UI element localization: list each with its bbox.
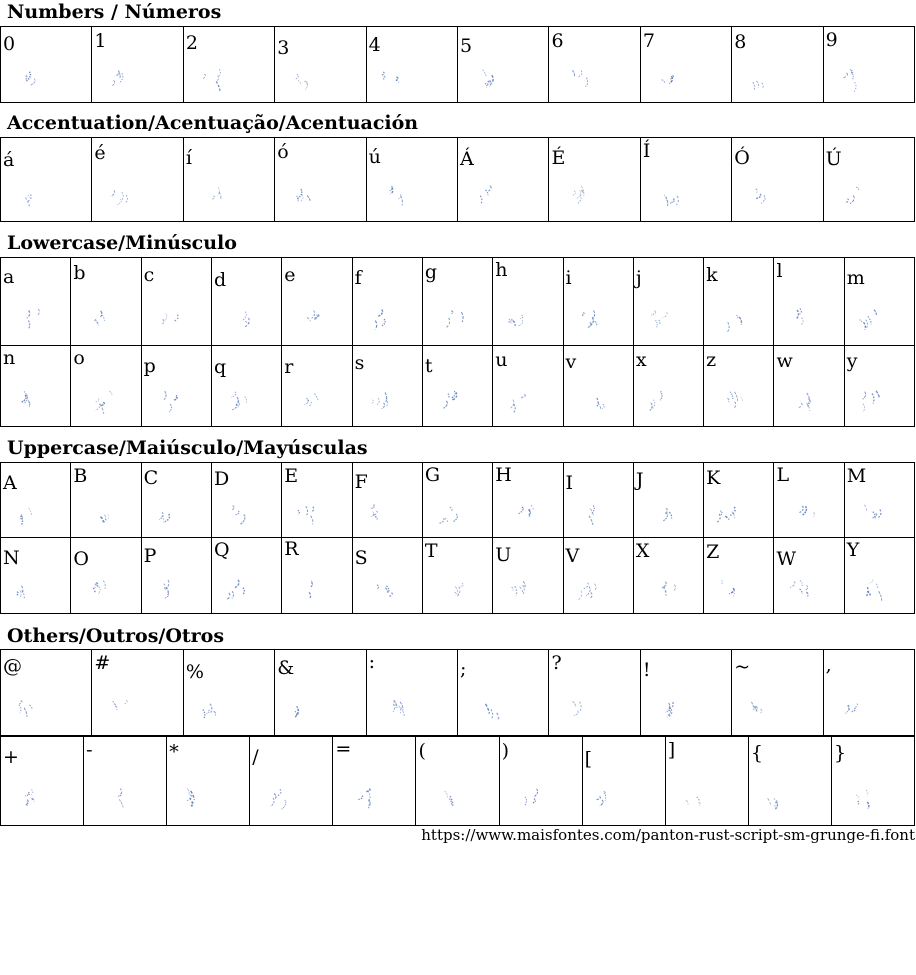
- glyph-label: C: [143, 467, 159, 489]
- glyph-label: &: [277, 657, 295, 679]
- glyph-cell: [774, 258, 844, 345]
- glyph-label: 5: [460, 35, 473, 57]
- glyph-label: ~: [734, 656, 751, 678]
- glyph-sample-image: [71, 537, 140, 613]
- glyph-cell: [423, 258, 493, 345]
- glyph-sample-image: [333, 737, 415, 825]
- glyph-label: á: [3, 149, 15, 171]
- glyph-sample-image: [732, 27, 822, 102]
- glyph-sample-image: [845, 463, 914, 537]
- glyph-cell: [824, 27, 915, 102]
- glyph-label: :: [368, 651, 376, 673]
- glyph-label: 4: [368, 34, 381, 56]
- glyph-label: W: [776, 548, 796, 570]
- glyph-label: q: [213, 356, 227, 378]
- glyph-sample-image: [212, 537, 281, 613]
- glyph-label: O: [73, 548, 89, 570]
- glyph-sample-image: [774, 258, 843, 345]
- glyph-sample-image: [774, 345, 843, 426]
- glyph-label: é: [94, 142, 106, 164]
- glyph-label: X: [635, 540, 650, 562]
- glyph-cell: [564, 537, 634, 613]
- glyph-label: ó: [277, 141, 289, 163]
- glyph-cell: [1, 258, 71, 345]
- glyph-label: x: [635, 349, 647, 371]
- glyph-row-lowercase-1: [0, 257, 915, 346]
- glyph-sample-image: [353, 258, 422, 345]
- glyph-sample-image: [1, 463, 70, 537]
- glyph-sample-image: [212, 463, 281, 537]
- glyph-label: o: [73, 347, 85, 369]
- glyph-sample-image: [824, 27, 914, 102]
- glyph-sample-image: [282, 345, 351, 426]
- glyph-label: F: [354, 471, 368, 493]
- glyph-cell: [71, 537, 141, 613]
- glyph-sample-image: [184, 27, 274, 102]
- glyph-sample-image: [367, 27, 457, 102]
- glyph-cell: [92, 650, 183, 735]
- glyph-cell: [458, 138, 549, 221]
- glyph-sample-image: [549, 27, 639, 102]
- glyph-cell: [353, 463, 423, 537]
- section-title-others: Others/Outros/Otros: [7, 625, 225, 647]
- glyph-cell: [142, 463, 212, 537]
- glyph-label: E: [284, 465, 299, 487]
- glyph-label: 8: [734, 31, 747, 53]
- glyph-cell: [493, 258, 563, 345]
- glyph-sample-image: [493, 537, 562, 613]
- glyph-cell: [458, 650, 549, 735]
- glyph-sample-image: [1, 138, 91, 221]
- glyph-sample-image: [564, 258, 633, 345]
- glyph-sample-image: [416, 737, 498, 825]
- glyph-sample-image: [634, 537, 703, 613]
- glyph-cell: [423, 463, 493, 537]
- glyph-label: ú: [368, 146, 381, 168]
- glyph-label: {: [750, 742, 763, 764]
- glyph-cell: [1, 650, 92, 735]
- glyph-sample-image: [549, 138, 639, 221]
- glyph-label: 3: [277, 37, 290, 59]
- glyph-sample-image: [749, 737, 831, 825]
- glyph-label: w: [776, 350, 793, 372]
- glyph-sample-image: [666, 737, 748, 825]
- glyph-cell: [142, 345, 212, 426]
- glyph-label: b: [73, 262, 86, 284]
- glyph-label: r: [284, 356, 294, 378]
- glyph-cell: [423, 345, 493, 426]
- glyph-cell: [732, 27, 823, 102]
- glyph-row-lowercase-2: [0, 345, 915, 427]
- glyph-label: Í: [642, 140, 651, 162]
- glyph-label: k: [706, 264, 718, 286]
- glyph-cell: [564, 345, 634, 426]
- glyph-sample-image: [212, 258, 281, 345]
- glyph-cell: [333, 737, 416, 825]
- glyph-label: R: [284, 538, 299, 560]
- glyph-label: =: [335, 738, 352, 760]
- glyph-cell: [845, 258, 915, 345]
- glyph-sample-image: [275, 27, 365, 102]
- glyph-sample-image: [71, 258, 140, 345]
- glyph-sample-image: [282, 463, 351, 537]
- glyph-cell: [282, 345, 352, 426]
- glyph-sample-image: [458, 650, 548, 735]
- glyph-label: ?: [551, 652, 562, 674]
- glyph-cell: [212, 345, 282, 426]
- glyph-label: c: [143, 264, 155, 286]
- glyph-label: U: [495, 544, 512, 566]
- glyph-cell: [493, 537, 563, 613]
- glyph-cell: [641, 650, 732, 735]
- glyph-cell: [416, 737, 499, 825]
- glyph-label: f: [354, 267, 362, 289]
- glyph-cell: [732, 138, 823, 221]
- glyph-sample-image: [275, 138, 365, 221]
- section-title-lowercase: Lowercase/Minúsculo: [7, 232, 237, 254]
- glyph-sample-image: [634, 463, 703, 537]
- source-url: https://www.maisfontes.com/panton-rust-script-sm-grunge-fi.font: [421, 826, 915, 844]
- glyph-label: s: [354, 352, 365, 374]
- glyph-label: 0: [3, 33, 16, 55]
- glyph-label: 7: [642, 30, 655, 52]
- glyph-label: +: [3, 746, 19, 768]
- glyph-sample-image: [423, 258, 492, 345]
- glyph-label: !: [642, 659, 651, 681]
- glyph-sample-image: [353, 537, 422, 613]
- glyph-label: a: [3, 266, 15, 288]
- glyph-label: J: [635, 469, 644, 491]
- glyph-sample-image: [282, 258, 351, 345]
- glyph-cell: [1, 463, 71, 537]
- glyph-sample-image: [564, 345, 633, 426]
- glyph-cell: [845, 345, 915, 426]
- glyph-label: S: [354, 547, 368, 569]
- glyph-cell: [275, 650, 366, 735]
- glyph-cell: [212, 463, 282, 537]
- glyph-sample-image: [142, 537, 211, 613]
- glyph-sample-image: [493, 345, 562, 426]
- glyph-label: #: [94, 652, 111, 674]
- glyph-sample-image: [92, 650, 182, 735]
- glyph-label: T: [424, 540, 438, 562]
- glyph-sample-image: [282, 537, 351, 613]
- glyph-sample-image: [732, 650, 822, 735]
- glyph-sample-image: [1, 737, 83, 825]
- glyph-cell: [774, 463, 844, 537]
- glyph-sample-image: [704, 345, 773, 426]
- glyph-sample-image: [704, 537, 773, 613]
- glyph-cell: [704, 258, 774, 345]
- glyph-cell: [634, 345, 704, 426]
- glyph-cell: [71, 345, 141, 426]
- glyph-sample-image: [634, 258, 703, 345]
- glyph-cell: [732, 650, 823, 735]
- glyph-label: t: [424, 355, 433, 377]
- glyph-label: L: [776, 464, 790, 486]
- glyph-sample-image: [1, 650, 91, 735]
- glyph-cell: [549, 650, 640, 735]
- section-title-numbers: Numbers / Números: [7, 1, 222, 23]
- glyph-sample-image: [212, 345, 281, 426]
- glyph-label: 2: [185, 32, 198, 54]
- glyph-cell: [212, 537, 282, 613]
- glyph-sample-image: [634, 345, 703, 426]
- glyph-label: j: [635, 267, 642, 289]
- glyph-sample-image: [92, 27, 182, 102]
- glyph-cell: [493, 345, 563, 426]
- glyph-cell: [353, 258, 423, 345]
- glyph-label: y: [846, 350, 858, 372]
- glyph-label: -: [86, 739, 93, 761]
- glyph-sample-image: [367, 650, 457, 735]
- glyph-sample-image: [184, 650, 274, 735]
- glyph-row-numbers: [0, 26, 915, 103]
- glyph-label: z: [706, 349, 717, 371]
- glyph-sample-image: [423, 537, 492, 613]
- glyph-label: Á: [460, 148, 474, 170]
- glyph-label: *: [169, 741, 179, 763]
- glyph-label: Y: [846, 539, 860, 561]
- glyph-cell: [275, 138, 366, 221]
- glyph-cell: [564, 463, 634, 537]
- glyph-label: l: [776, 260, 783, 282]
- glyph-sample-image: [641, 650, 731, 735]
- glyph-cell: [167, 737, 250, 825]
- glyph-sample-image: [774, 463, 843, 537]
- glyph-sample-image: [845, 345, 914, 426]
- glyph-sample-image: [832, 737, 914, 825]
- glyph-row-uppercase-1: [0, 462, 915, 538]
- glyph-label: (: [418, 740, 426, 762]
- glyph-cell: [832, 737, 915, 825]
- glyph-label: n: [3, 347, 16, 369]
- glyph-sample-image: [458, 27, 548, 102]
- glyph-label: M: [846, 465, 867, 487]
- glyph-sample-image: [423, 463, 492, 537]
- glyph-sample-image: [167, 737, 249, 825]
- glyph-label: m: [846, 267, 865, 289]
- glyph-cell: [634, 258, 704, 345]
- glyph-label: v: [565, 351, 577, 373]
- glyph-cell: [564, 258, 634, 345]
- glyph-cell: [282, 258, 352, 345]
- glyph-label: ;: [460, 658, 467, 680]
- glyph-cell: [1, 537, 71, 613]
- glyph-cell: [353, 537, 423, 613]
- glyph-label: Q: [213, 539, 230, 561]
- glyph-cell: [1, 27, 92, 102]
- glyph-sample-image: [845, 537, 914, 613]
- glyph-sample-image: [142, 463, 211, 537]
- section-title-accentuation: Accentuation/Acentuação/Acentuación: [7, 112, 419, 134]
- glyph-cell: [1, 345, 71, 426]
- glyph-label: d: [213, 269, 227, 291]
- glyph-cell: [184, 650, 275, 735]
- glyph-sample-image: [704, 258, 773, 345]
- glyph-cell: [367, 650, 458, 735]
- glyph-cell: [142, 258, 212, 345]
- glyph-cell: [184, 27, 275, 102]
- glyph-label: /: [252, 746, 259, 768]
- glyph-cell: [845, 463, 915, 537]
- glyph-sample-image: [92, 138, 182, 221]
- glyph-label: 6: [551, 30, 564, 52]
- glyph-cell: [704, 537, 774, 613]
- glyph-cell: [774, 537, 844, 613]
- glyph-sample-image: [250, 737, 332, 825]
- glyph-label: D: [213, 468, 230, 490]
- glyph-sample-image: [824, 138, 914, 221]
- glyph-sample-image: [71, 345, 140, 426]
- glyph-label: i: [565, 267, 572, 289]
- glyph-cell: [250, 737, 333, 825]
- glyph-sample-image: [353, 345, 422, 426]
- glyph-label: É: [551, 147, 566, 169]
- glyph-cell: [367, 27, 458, 102]
- glyph-sample-image: [704, 463, 773, 537]
- glyph-cell: [641, 27, 732, 102]
- glyph-sample-image: [1, 345, 70, 426]
- glyph-cell: [549, 138, 640, 221]
- glyph-label: I: [565, 472, 574, 494]
- glyph-cell: [275, 27, 366, 102]
- glyph-label: u: [495, 349, 508, 371]
- glyph-cell: [212, 258, 282, 345]
- glyph-cell: [423, 537, 493, 613]
- glyph-sample-image: [367, 138, 457, 221]
- glyph-sample-image: [184, 138, 274, 221]
- glyph-cell: [549, 27, 640, 102]
- glyph-cell: [1, 138, 92, 221]
- glyph-sample-image: [275, 650, 365, 735]
- glyph-label: ): [501, 740, 509, 762]
- glyph-cell: [634, 537, 704, 613]
- section-title-uppercase: Uppercase/Maiúsculo/Mayúsculas: [7, 437, 368, 459]
- glyph-sample-image: [774, 537, 843, 613]
- glyph-label: 9: [825, 29, 838, 51]
- glyph-cell: [774, 345, 844, 426]
- glyph-sample-image: [71, 463, 140, 537]
- glyph-row-accentuation: [0, 137, 915, 222]
- glyph-sample-image: [1, 258, 70, 345]
- glyph-label: @: [3, 655, 22, 677]
- glyph-cell: [824, 138, 915, 221]
- glyph-label: A: [3, 472, 17, 494]
- glyph-sample-image: [564, 537, 633, 613]
- glyph-cell: [184, 138, 275, 221]
- glyph-cell: [749, 737, 832, 825]
- glyph-label: %: [185, 661, 204, 683]
- glyph-label: K: [706, 467, 721, 489]
- glyph-label: N: [3, 547, 20, 569]
- glyph-label: í: [185, 147, 192, 169]
- glyph-label: 1: [94, 30, 107, 52]
- glyph-cell: [824, 650, 915, 735]
- glyph-sample-image: [583, 737, 665, 825]
- glyph-label: P: [143, 545, 157, 567]
- glyph-sample-image: [84, 737, 166, 825]
- glyph-label: g: [424, 261, 438, 283]
- glyph-label: H: [495, 464, 512, 486]
- glyph-label: p: [143, 355, 156, 377]
- glyph-cell: [84, 737, 167, 825]
- glyph-sample-image: [641, 138, 731, 221]
- glyph-cell: [353, 345, 423, 426]
- glyph-cell: [92, 138, 183, 221]
- glyph-sample-image: [500, 737, 582, 825]
- glyph-sample-image: [1, 27, 91, 102]
- glyph-label: Ú: [825, 148, 842, 170]
- glyph-row-uppercase-2: [0, 537, 915, 614]
- glyph-label: ]: [667, 739, 676, 761]
- glyph-label: e: [284, 264, 296, 286]
- glyph-sample-image: [142, 345, 211, 426]
- glyph-row-others-1: [0, 649, 915, 736]
- glyph-sample-image: [493, 463, 562, 537]
- glyph-label: [: [584, 748, 593, 770]
- glyph-label: B: [73, 465, 88, 487]
- glyph-cell: [367, 138, 458, 221]
- glyph-label: h: [495, 259, 508, 281]
- glyph-sample-image: [549, 650, 639, 735]
- glyph-sample-image: [142, 258, 211, 345]
- glyph-cell: [634, 463, 704, 537]
- glyph-cell: [282, 537, 352, 613]
- glyph-cell: [500, 737, 583, 825]
- glyph-sample-image: [732, 138, 822, 221]
- glyph-cell: [71, 258, 141, 345]
- glyph-sample-image: [845, 258, 914, 345]
- glyph-sample-image: [564, 463, 633, 537]
- glyph-cell: [704, 345, 774, 426]
- glyph-cell: [583, 737, 666, 825]
- glyph-label: ,: [825, 654, 832, 676]
- glyph-sample-image: [353, 463, 422, 537]
- glyph-sample-image: [641, 27, 731, 102]
- glyph-sample-image: [1, 537, 70, 613]
- glyph-sample-image: [423, 345, 492, 426]
- glyph-cell: [493, 463, 563, 537]
- glyph-label: G: [424, 464, 441, 486]
- glyph-cell: [458, 27, 549, 102]
- glyph-cell: [71, 463, 141, 537]
- glyph-sample-image: [458, 138, 548, 221]
- glyph-cell: [666, 737, 749, 825]
- glyph-label: }: [833, 742, 847, 764]
- glyph-cell: [1, 737, 84, 825]
- glyph-label: Z: [706, 541, 720, 563]
- glyph-label: V: [565, 545, 580, 567]
- glyph-row-others-2: [0, 736, 915, 826]
- glyph-cell: [282, 463, 352, 537]
- glyph-cell: [704, 463, 774, 537]
- glyph-cell: [641, 138, 732, 221]
- glyph-cell: [92, 27, 183, 102]
- glyph-sample-image: [824, 650, 914, 735]
- glyph-cell: [845, 537, 915, 613]
- glyph-label: Ó: [734, 147, 750, 169]
- glyph-cell: [142, 537, 212, 613]
- glyph-sample-image: [493, 258, 562, 345]
